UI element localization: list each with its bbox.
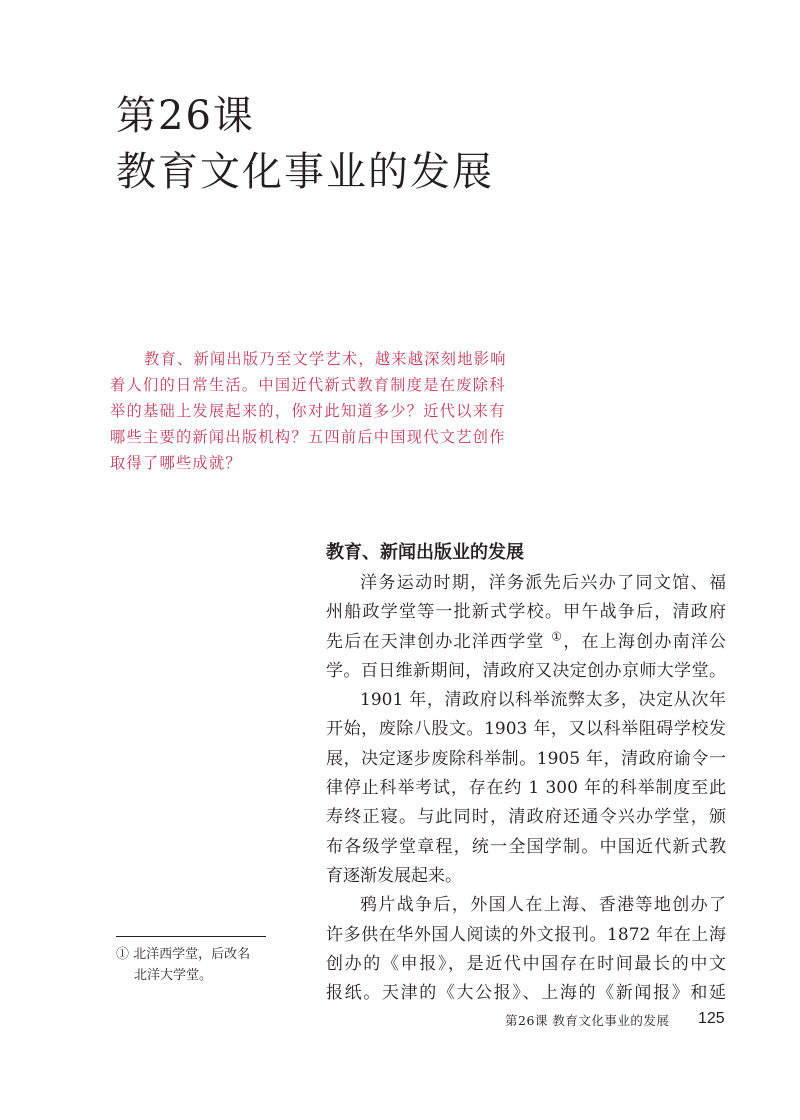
body-line: 育逐渐发展起来。 xyxy=(326,865,462,886)
body-line: 报纸。天津的《大公报》、上海的《新闻报》和延 xyxy=(326,983,726,1004)
body-line: 洋务运动时期，洋务派先后兴办了同文馆、福 xyxy=(360,573,726,593)
footnote-reference[interactable]: ① xyxy=(551,628,564,643)
body-line-with-footnote xyxy=(326,628,726,657)
body-line: 州船政学堂等一批新式学校。甲午战争后，清政府 xyxy=(326,602,726,623)
body-line: 布各级学堂章程，统一全国学制。中国近代新式教 xyxy=(326,836,726,857)
footnote xyxy=(116,944,276,986)
intro-line: 取得了哪些成就？ xyxy=(110,454,242,472)
page-number: 125 xyxy=(698,1010,725,1027)
footnote-line xyxy=(116,944,276,965)
section-body xyxy=(326,569,726,1008)
intro-line: 哪些主要的新闻出版机构？五四前后中国现代文艺创作 xyxy=(110,428,506,446)
footnote-text: 北洋西学堂，后改名 xyxy=(133,947,251,962)
body-line: 鸦片战争后，外国人在上海、香港等地创办了 xyxy=(360,895,726,916)
body-line: 开始，废除八股文。1903 年，又以科举阻碍学校发 xyxy=(326,719,726,740)
body-line: 寿终正寝。与此同时，清政府还通令兴办学堂，颁 xyxy=(326,807,726,828)
body-line: 1901 年，清政府以科举流弊太多，决定从次年 xyxy=(360,690,726,711)
footnote-marker: ① xyxy=(116,947,130,962)
running-footer: 第26课 教育文化事业的发展 xyxy=(505,1013,670,1028)
lesson-number: 第26课 xyxy=(116,93,255,139)
body-text-segment: ，在上海创办南洋公 xyxy=(563,631,727,652)
lesson-title: 教育文化事业的发展 xyxy=(116,149,494,195)
body-text-segment: 先后在天津创办北洋西学堂 xyxy=(326,631,545,652)
body-line: 许多供在华外国人阅读的外文报刊。1872 年在上海 xyxy=(326,924,726,945)
footnote-divider xyxy=(116,936,266,937)
intro-line: 教育、新闻出版乃至文学艺术，越来越深刻地影响 xyxy=(144,350,507,368)
body-line: 学。百日维新期间，清政府又决定创办京师大学堂。 xyxy=(326,660,726,681)
intro-line: 举的基础上发展起来的，你对此知道多少？近代以来有 xyxy=(110,402,506,420)
intro-paragraph xyxy=(110,346,522,476)
body-line: 展，决定逐步废除科举制。1905 年，清政府谕令一 xyxy=(326,748,726,769)
body-line: 创办的《申报》，是近代中国存在时间最长的中文 xyxy=(326,953,726,974)
footnote-line: 北洋大学堂。 xyxy=(134,968,213,983)
section-heading: 教育、新闻出版业的发展 xyxy=(326,542,524,563)
intro-line: 着人们的日常生活。中国近代新式教育制度是在废除科 xyxy=(110,376,506,394)
body-line: 律停止科举考试，存在约 1 300 年的科举制度至此 xyxy=(326,778,726,799)
